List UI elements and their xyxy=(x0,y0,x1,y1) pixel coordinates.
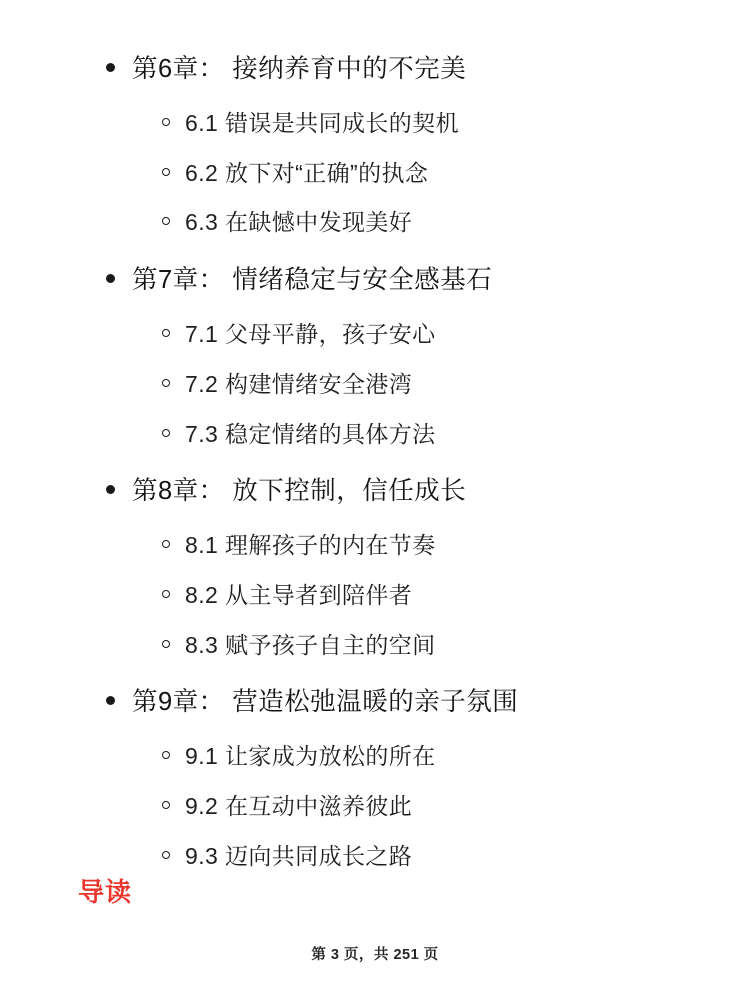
toc-section-title: 6.1 错误是共同成长的契机 xyxy=(185,109,459,136)
toc-section-title: 6.3 在缺憾中发现美好 xyxy=(185,209,413,236)
toc-chapter-title: 第7章： 情绪稳定与安全感基石 xyxy=(132,266,493,295)
toc-chapter-title: 第8章： 放下控制，信任成长 xyxy=(132,477,467,506)
toc-chapter-row[interactable] xyxy=(50,40,700,96)
hollow-bullet-icon xyxy=(162,640,170,648)
filled-bullet-icon xyxy=(106,274,115,283)
toc-section-row[interactable] xyxy=(50,831,700,881)
toc-chapter xyxy=(50,40,700,247)
toc-chapter-title: 第9章： 营造松弛温暖的亲子氛围 xyxy=(132,688,519,717)
toc-chapter xyxy=(50,673,700,880)
toc-section-row[interactable] xyxy=(50,620,700,670)
toc-section-title: 8.2 从主导者到陪伴者 xyxy=(185,581,413,608)
filled-bullet-icon xyxy=(106,696,115,705)
hollow-bullet-icon xyxy=(162,118,170,126)
toc-chapter-row[interactable] xyxy=(50,673,700,729)
page-footer: 第 3 页，共 251 页 xyxy=(311,947,439,963)
toc-section-row[interactable] xyxy=(50,197,700,247)
toc-section-list xyxy=(50,520,700,669)
toc-section-row[interactable] xyxy=(50,309,700,359)
toc-chapter-row[interactable] xyxy=(50,251,700,307)
toc-section-list xyxy=(50,309,700,458)
toc-chapter-title: 第6章： 接纳养育中的不完美 xyxy=(132,55,467,83)
hollow-bullet-icon xyxy=(162,217,170,225)
toc-section-title: 8.3 赋予孩子自主的空间 xyxy=(185,631,436,658)
toc-section-title: 7.3 稳定情绪的具体方法 xyxy=(185,420,436,447)
toc-section-list xyxy=(50,731,700,880)
toc-section-title: 7.1 父母平静，孩子安心 xyxy=(185,321,436,347)
toc-chapter-row[interactable] xyxy=(50,462,700,518)
toc-section-row[interactable] xyxy=(50,98,700,148)
toc-section-row[interactable] xyxy=(50,781,700,831)
table-of-contents xyxy=(50,40,700,881)
toc-chapter xyxy=(50,462,700,669)
filled-bullet-icon xyxy=(106,485,115,494)
hollow-bullet-icon xyxy=(162,590,170,598)
hollow-bullet-icon xyxy=(162,429,170,437)
hollow-bullet-icon xyxy=(162,329,170,337)
toc-section-row[interactable] xyxy=(50,409,700,459)
toc-section-title: 9.1 让家成为放松的所在 xyxy=(185,743,436,770)
toc-section-title: 6.2 放下对“正确”的执念 xyxy=(185,159,429,186)
section-heading: 导读 xyxy=(78,877,133,907)
hollow-bullet-icon xyxy=(162,540,170,548)
toc-section-title: 9.3 迈向共同成长之路 xyxy=(185,842,413,869)
hollow-bullet-icon xyxy=(162,801,170,809)
toc-section-row[interactable] xyxy=(50,520,700,570)
toc-section-title: 7.2 构建情绪安全港湾 xyxy=(185,370,413,397)
hollow-bullet-icon xyxy=(162,851,170,859)
toc-section-row[interactable] xyxy=(50,148,700,198)
toc-section-row[interactable] xyxy=(50,731,700,781)
toc-section-title: 9.2 在互动中滋养彼此 xyxy=(185,793,413,819)
toc-chapter xyxy=(50,251,700,458)
hollow-bullet-icon xyxy=(162,379,170,387)
toc-section-title: 8.1 理解孩子的内在节奏 xyxy=(185,532,436,559)
hollow-bullet-icon xyxy=(162,751,170,759)
toc-section-row[interactable] xyxy=(50,359,700,409)
hollow-bullet-icon xyxy=(162,168,170,176)
toc-section-row[interactable] xyxy=(50,570,700,620)
toc-section-list xyxy=(50,98,700,247)
filled-bullet-icon xyxy=(106,63,115,72)
